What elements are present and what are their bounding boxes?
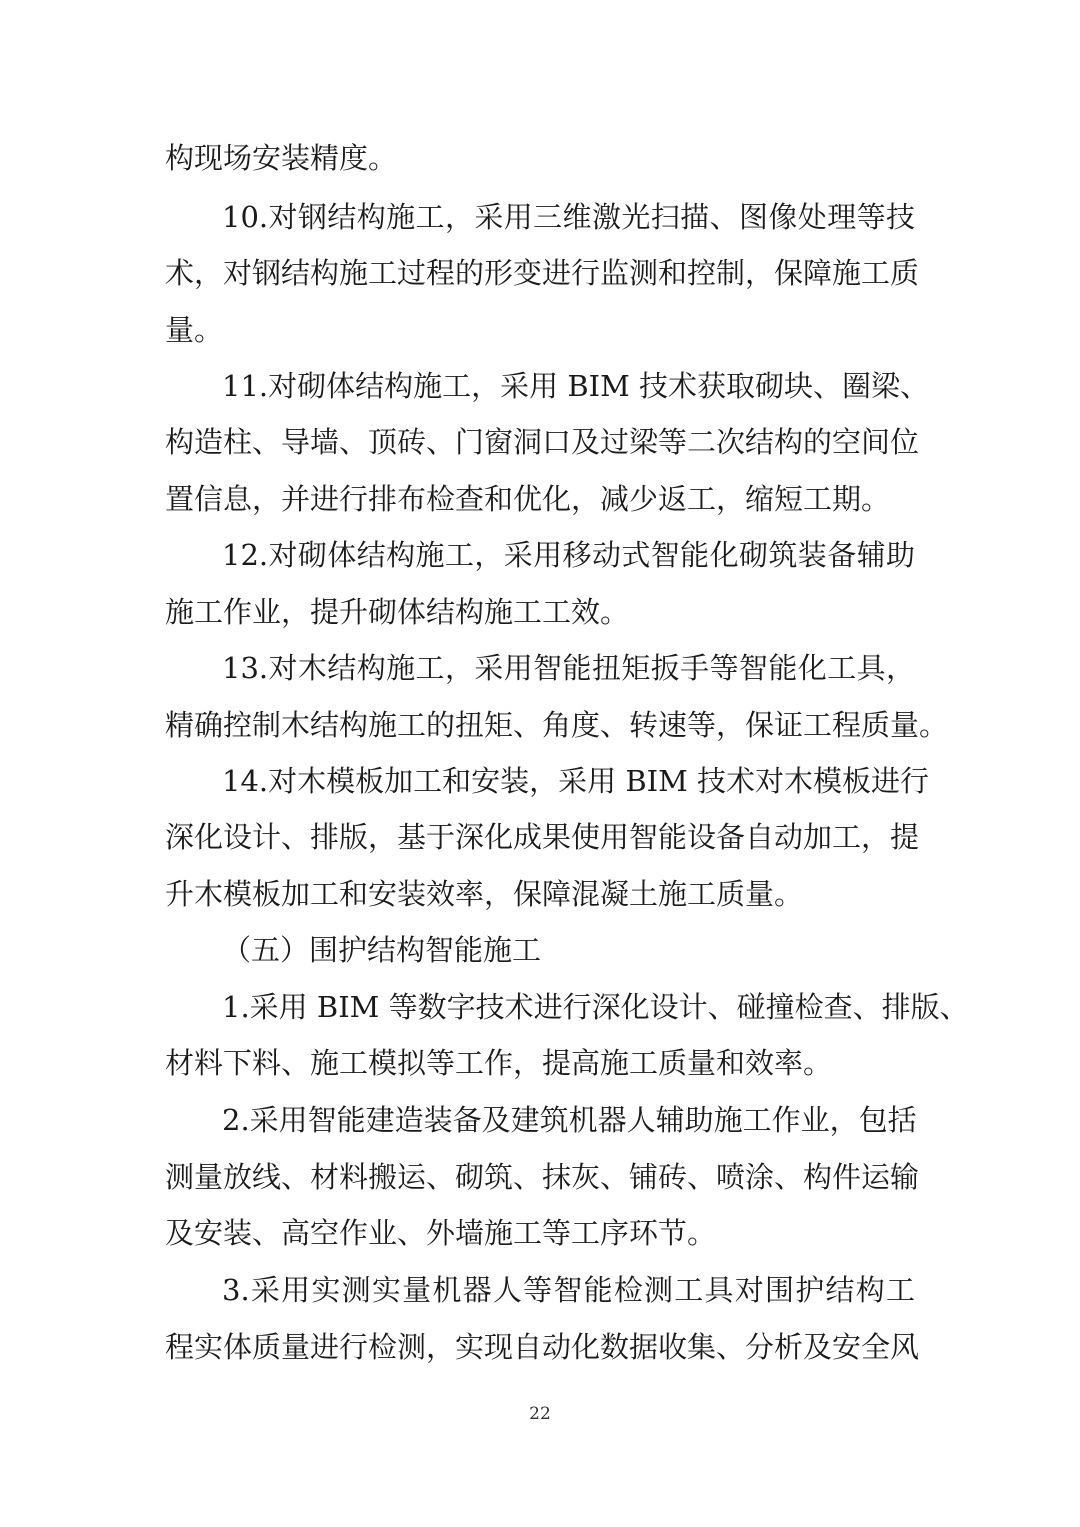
section-heading: （五）围护结构智能施工 — [222, 933, 542, 967]
text-line: 12.对砌体结构施工，采用移动式智能化砌筑装备辅助 — [222, 538, 915, 572]
text-line: 及安装、高空作业、外墙施工等工序环节。 — [165, 1216, 717, 1250]
text-line: 程实体质量进行检测，实现自动化数据收集、分析及安全风 — [165, 1330, 920, 1364]
text-line: 测量放线、材料搬运、砌筑、抹灰、铺砖、喷涂、构件运输 — [165, 1160, 920, 1194]
text-line: 13.对木结构施工，采用智能扭矩扳手等智能化工具， — [222, 651, 915, 685]
text-line: 术，对钢结构施工过程的形变进行监测和控制，保障施工质 — [165, 256, 920, 290]
text-line: 置信息，并进行排布检查和优化，减少返工，缩短工期。 — [165, 482, 891, 516]
text-line: 升木模板加工和安装效率，保障混凝土施工质量。 — [165, 877, 804, 911]
text-line: 11.对砌体结构施工，采用 BIM 技术获取砌块、圈梁、 — [222, 369, 930, 403]
page-number: 22 — [529, 1404, 551, 1424]
text-line: 2.采用智能建造装备及建筑机器人辅助施工作业，包括 — [222, 1103, 917, 1137]
text-line: 10.对钢结构施工，采用三维激光扫描、图像处理等技 — [222, 200, 915, 234]
text-line: 材料下料、施工模拟等工作，提高施工质量和效率。 — [165, 1046, 833, 1080]
text-line: 3.采用实测实量机器人等智能检测工具对围护结构工 — [222, 1273, 915, 1307]
text-line: 14.对木模板加工和安装，采用 BIM 技术对木模板进行 — [222, 764, 930, 798]
text-line: 施工作业，提升砌体结构施工工效。 — [165, 595, 630, 629]
text-line: 量。 — [165, 313, 224, 347]
text-line: 构现场安装精度。 — [165, 141, 398, 175]
text-line: 构造柱、导墙、顶砖、门窗洞口及过梁等二次结构的空间位 — [165, 425, 920, 459]
text-line: 1.采用 BIM 等数字技术进行深化设计、碰撞检查、排版、 — [222, 990, 969, 1024]
text-line: 深化设计、排版，基于深化成果使用智能设备自动加工，提 — [165, 820, 920, 854]
text-line: 精确控制木结构施工的扭矩、角度、转速等，保证工程质量。 — [165, 708, 949, 742]
